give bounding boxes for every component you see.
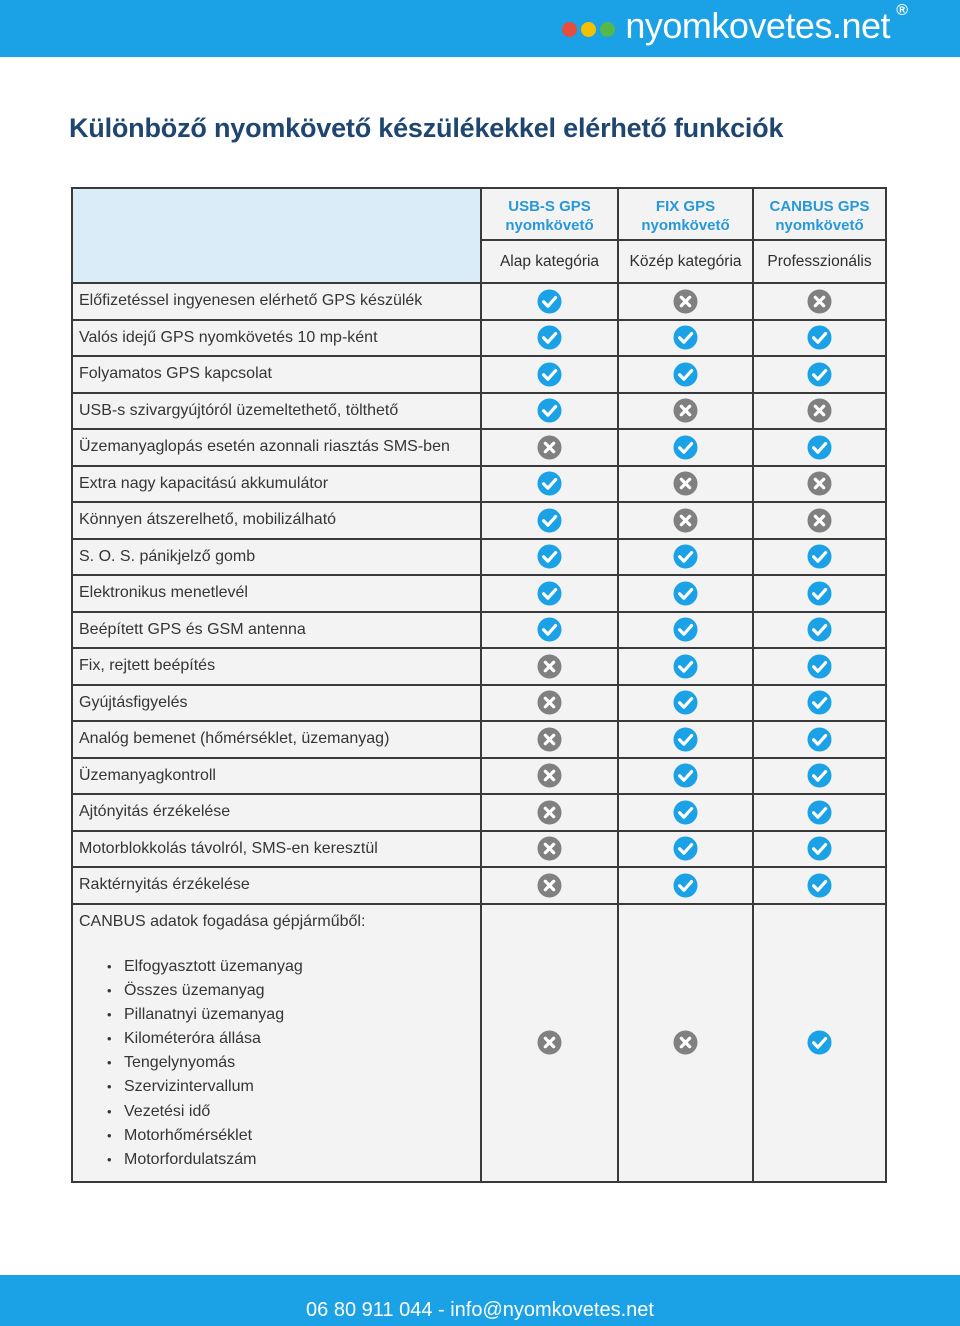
- value-cell-usb: [482, 759, 617, 794]
- value-cell-usb: [482, 430, 617, 465]
- check-icon: [807, 325, 832, 350]
- cross-icon: [673, 471, 698, 496]
- table-row: [73, 795, 885, 830]
- check-icon: [807, 362, 832, 387]
- check-icon: [537, 617, 562, 642]
- value-cell-fix: [619, 649, 752, 684]
- table-row: [73, 321, 885, 356]
- value-cell-fix: [619, 284, 752, 319]
- page-title: Különböző nyomkövető készülékekkel elérhető funkciók: [69, 113, 784, 143]
- value-cell-canbus: [754, 540, 885, 575]
- check-icon: [807, 763, 832, 788]
- cross-icon: [537, 727, 562, 752]
- check-icon: [673, 836, 698, 861]
- feature-label: Raktérnyitás érzékelése: [73, 868, 480, 903]
- value-cell-canbus: [754, 503, 885, 538]
- list-item: • Motorhőmérséklet: [107, 1124, 480, 1148]
- list-item: • Kilométeróra állása: [107, 1027, 480, 1051]
- feature-label: Könnyen átszerelhető, mobilizálható: [73, 503, 480, 538]
- value-cell-fix: [619, 503, 752, 538]
- feature-label: Üzemanyaglopás esetén azonnali riasztás SMS-ben: [73, 430, 480, 465]
- column-name-line1: FIX GPS: [655, 198, 716, 215]
- value-cell-usb: [482, 284, 617, 319]
- check-icon: [807, 800, 832, 825]
- value-cell-canbus: [754, 649, 885, 684]
- table-row: [73, 576, 885, 611]
- value-cell-canbus: [754, 430, 885, 465]
- value-cell-canbus: [754, 686, 885, 721]
- canbus-value-canbus: [754, 905, 885, 1181]
- feature-label: S. O. S. pánikjelző gomb: [73, 540, 480, 575]
- check-icon: [673, 800, 698, 825]
- list-item: • Vezetési idő: [107, 1100, 480, 1124]
- check-icon: [807, 727, 832, 752]
- value-cell-canbus: [754, 759, 885, 794]
- check-icon: [807, 1030, 832, 1055]
- brand-name: nyomkovetes.net: [625, 5, 890, 46]
- cross-icon: [807, 471, 832, 496]
- cross-icon: [537, 654, 562, 679]
- check-icon: [537, 289, 562, 314]
- check-icon: [807, 617, 832, 642]
- value-cell-usb: [482, 832, 617, 867]
- logo-dot-green: [600, 22, 615, 37]
- column-header-fix: [619, 189, 752, 239]
- table-row: [73, 284, 885, 319]
- feature-label: Elektronikus menetlevél: [73, 576, 480, 611]
- column-header-canbus: [754, 189, 885, 239]
- canbus-value-fix: [619, 905, 752, 1181]
- column-header-usb: [482, 189, 617, 239]
- value-cell-usb: [482, 795, 617, 830]
- value-cell-canbus: [754, 722, 885, 757]
- value-cell-canbus: [754, 576, 885, 611]
- value-cell-fix: [619, 759, 752, 794]
- value-cell-fix: [619, 795, 752, 830]
- table-row: [73, 357, 885, 392]
- table-row: [73, 759, 885, 794]
- check-icon: [673, 654, 698, 679]
- value-cell-canbus: [754, 284, 885, 319]
- check-icon: [673, 873, 698, 898]
- canbus-feature-cell: [73, 905, 480, 1181]
- list-item: • Pillanatnyi üzemanyag: [107, 1003, 480, 1027]
- check-icon: [537, 471, 562, 496]
- feature-label: Valós idejű GPS nyomkövetés 10 mp-ként: [73, 321, 480, 356]
- list-item: • Szervizintervallum: [107, 1075, 480, 1099]
- table-row: [73, 832, 885, 867]
- table-row: [73, 613, 885, 648]
- value-cell-usb: [482, 613, 617, 648]
- check-icon: [537, 325, 562, 350]
- table-row: [73, 686, 885, 721]
- cross-icon: [537, 836, 562, 861]
- value-cell-canbus: [754, 832, 885, 867]
- value-cell-fix: [619, 613, 752, 648]
- feature-rows: [73, 284, 885, 903]
- check-icon: [807, 690, 832, 715]
- cross-icon: [807, 508, 832, 533]
- check-icon: [537, 362, 562, 387]
- check-icon: [807, 654, 832, 679]
- value-cell-fix: [619, 832, 752, 867]
- logo-dot-red: [562, 22, 577, 37]
- feature-label: Ajtónyitás érzékelése: [73, 795, 480, 830]
- canbus-row: [73, 905, 885, 1181]
- value-cell-canbus: [754, 613, 885, 648]
- cross-icon: [673, 1030, 698, 1055]
- logo-dots: [562, 22, 615, 37]
- value-cell-usb: [482, 503, 617, 538]
- check-icon: [807, 836, 832, 861]
- feature-label: Fix, rejtett beépítés: [73, 649, 480, 684]
- value-cell-usb: [482, 649, 617, 684]
- header-bar: [0, 0, 960, 57]
- canbus-value-usb: [482, 905, 617, 1181]
- value-cell-canbus: [754, 795, 885, 830]
- value-cell-fix: [619, 722, 752, 757]
- value-cell-fix: [619, 540, 752, 575]
- table-row: [73, 503, 885, 538]
- value-cell-usb: [482, 540, 617, 575]
- column-name-line2: nyomkövető: [775, 217, 864, 234]
- value-cell-fix: [619, 430, 752, 465]
- footer-contact[interactable]: 06 80 911 044 - info@nyomkovetes.net: [306, 1299, 654, 1321]
- check-icon: [807, 581, 832, 606]
- check-icon: [807, 435, 832, 460]
- feature-label: USB-s szivargyújtóról üzemeltethető, tölthető: [73, 394, 480, 429]
- check-icon: [673, 435, 698, 460]
- value-cell-canbus: [754, 868, 885, 903]
- value-cell-fix: [619, 467, 752, 502]
- value-cell-usb: [482, 321, 617, 356]
- canbus-data-list: [79, 955, 480, 1173]
- cross-icon: [537, 690, 562, 715]
- canbus-heading: CANBUS adatok fogadása gépjárműből:: [79, 912, 366, 930]
- list-item: • Tengelynyomás: [107, 1051, 480, 1075]
- feature-label: Előfizetéssel ingyenesen elérhető GPS készülék: [73, 284, 480, 319]
- value-cell-usb: [482, 576, 617, 611]
- cross-icon: [537, 1030, 562, 1055]
- table-row: [73, 868, 885, 903]
- value-cell-usb: [482, 467, 617, 502]
- table-row: [73, 649, 885, 684]
- check-icon: [673, 617, 698, 642]
- value-cell-fix: [619, 868, 752, 903]
- check-icon: [537, 544, 562, 569]
- list-item: • Motorfordulatszám: [107, 1148, 480, 1172]
- cross-icon: [673, 289, 698, 314]
- value-cell-fix: [619, 394, 752, 429]
- value-cell-usb: [482, 686, 617, 721]
- check-icon: [673, 763, 698, 788]
- value-cell-fix: [619, 357, 752, 392]
- feature-label: Beépített GPS és GSM antenna: [73, 613, 480, 648]
- value-cell-usb: [482, 394, 617, 429]
- check-icon: [673, 325, 698, 350]
- value-cell-usb: [482, 868, 617, 903]
- check-icon: [673, 727, 698, 752]
- check-icon: [807, 873, 832, 898]
- check-icon: [807, 544, 832, 569]
- check-icon: [673, 690, 698, 715]
- cross-icon: [537, 435, 562, 460]
- list-item: • Elfogyasztott üzemanyag: [107, 955, 480, 979]
- value-cell-usb: [482, 357, 617, 392]
- feature-label: Üzemanyagkontroll: [73, 759, 480, 794]
- column-category-usb: Alap kategória: [482, 241, 617, 282]
- registered-mark: ®: [896, 2, 908, 19]
- feature-label: Motorblokkolás távolról, SMS-en keresztül: [73, 832, 480, 867]
- value-cell-canbus: [754, 467, 885, 502]
- column-name-line1: CANBUS GPS: [769, 198, 870, 215]
- column-category-fix: Közép kategória: [619, 241, 752, 282]
- header-names-row: [73, 189, 885, 239]
- feature-label: Folyamatos GPS kapcsolat: [73, 357, 480, 392]
- cross-icon: [673, 398, 698, 423]
- check-icon: [537, 398, 562, 423]
- check-icon: [537, 508, 562, 533]
- feature-label: Analóg bemenet (hőmérséklet, üzemanyag): [73, 722, 480, 757]
- feature-label: Extra nagy kapacitású akkumulátor: [73, 467, 480, 502]
- check-icon: [673, 362, 698, 387]
- cross-icon: [807, 398, 832, 423]
- table-row: [73, 394, 885, 429]
- value-cell-canbus: [754, 357, 885, 392]
- header-corner: [73, 189, 480, 282]
- check-icon: [537, 581, 562, 606]
- feature-comparison-table: [71, 187, 887, 1183]
- table-row: [73, 722, 885, 757]
- feature-label: Gyújtásfigyelés: [73, 686, 480, 721]
- value-cell-canbus: [754, 321, 885, 356]
- table-row: [73, 430, 885, 465]
- list-item: • Összes üzemanyag: [107, 979, 480, 1003]
- logo-dot-yellow: [581, 22, 596, 37]
- value-cell-usb: [482, 722, 617, 757]
- check-icon: [673, 544, 698, 569]
- check-icon: [673, 581, 698, 606]
- cross-icon: [537, 763, 562, 788]
- value-cell-fix: [619, 576, 752, 611]
- table-row: [73, 540, 885, 575]
- value-cell-canbus: [754, 394, 885, 429]
- canbus-section: [73, 905, 885, 1181]
- cross-icon: [537, 800, 562, 825]
- cross-icon: [673, 508, 698, 533]
- table-row: [73, 467, 885, 502]
- cross-icon: [537, 873, 562, 898]
- value-cell-fix: [619, 686, 752, 721]
- footer-bar: [0, 1275, 960, 1326]
- column-name-line1: USB-S GPS: [508, 198, 591, 215]
- column-name-line2: nyomkövető: [505, 217, 594, 234]
- cross-icon: [807, 289, 832, 314]
- column-name-line2: nyomkövető: [641, 217, 730, 234]
- brand-logo[interactable]: [562, 2, 908, 50]
- column-category-canbus: Professzionális: [754, 241, 885, 282]
- value-cell-fix: [619, 321, 752, 356]
